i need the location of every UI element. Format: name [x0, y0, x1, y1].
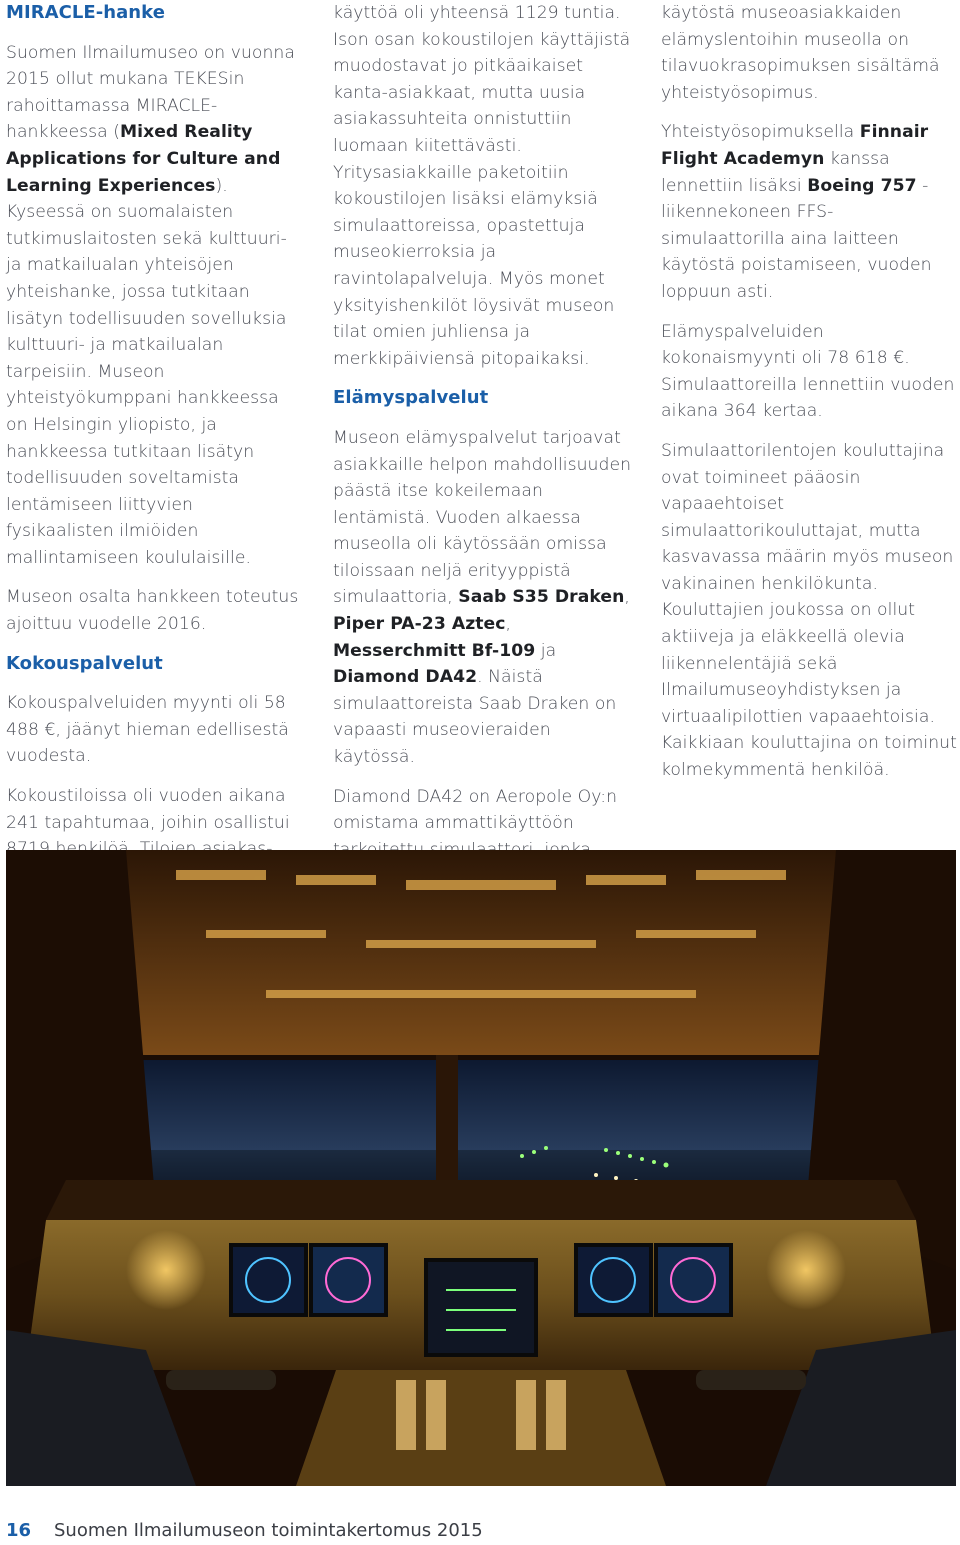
paragraph-miracle [6, 40, 302, 572]
text-run: , [505, 614, 511, 635]
page-number: 16 [6, 1520, 32, 1541]
paragraph-events: Kokoustiloissa oli vuoden aikana 241 tapahtumaa, joihin osallistui [6, 786, 290, 833]
paragraph-instructors: Simulaattorilentojen kouluttajina ovat toimineet pääosin vapaaehtoiset simulaattorikouluttajat, mutta kasvavassa määrin myös museon vakinainen henkilökunta. Kouluttajien joukossa on ollut aktiiveja ja eläkkeellä olevia liikennelentäjiä sekä Ilmailumuseoyhdistyksen ja virtuaalipilottien vapaaehtoisia. Kaikkiaan kouluttajina on toiminut kolmekymmentä henkilöä. [661, 440, 957, 781]
text-run: -liikennekoneen FFS-simulaattorilla aina laitteen käytöstä poistamiseen, vuoden loppuun asti. [661, 175, 932, 302]
paragraph-total-sales: Elämyspalveluiden kokonaismyynti oli 78 618 €. Simulaattoreilla lennettiin vuoden aikana 364 kertaa. [661, 321, 955, 422]
cockpit-photo-illustration [6, 850, 956, 1486]
text-run: ). Kyseessä on suomalaisten tutkimuslaitosten sekä kulttuuri- ja matkailualan yhteisöjen yhteishanke, jossa tutkitaan lisätyn todellisuuden sovelluksia kulttuuri- ja matkailualan tarpeisiin. Museon yhteistyökumppani hankkeessa on Helsingin yliopisto, ja hankkeessa tutkitaan lisätyn todellisuuden soveltamista lentämiseen liittyvien fysikaalisten ilmiöiden mallintamiseen koululaisille. [6, 175, 287, 568]
heading-miracle: MIRACLE-hanke [6, 2, 165, 23]
text-run: Yhteistyösopimuksella [661, 122, 860, 143]
text-run: . Näistä simulaattoreista Saab Draken on vapaasti museovieraiden käytössä. [333, 667, 617, 768]
heading-elamyspalvelut: Elämyspalvelut [333, 387, 489, 409]
heading-kokouspalvelut: Kokouspalvelut [6, 652, 163, 674]
bold-simulator-name: Piper PA-23 Aztec [333, 614, 506, 635]
text-run: , [624, 587, 630, 608]
text-column-1 [6, 0, 302, 876]
paragraph-sales: Kokouspalveluiden myynti oli 58 488 €, jäänyt hieman edellisestä vuodesta. [6, 693, 289, 767]
paragraph-agreement: käytöstä museoasiakkaiden elämyslentoihin museolla on tilavuokrasopimuksen sisältämä yhteistyösopimus. [661, 3, 940, 103]
text-run: Suomen Ilmailumuseo on vuonna 2015 ollut mukana TEKESin rahoittamassa MIRACLE-hankkeessa ( [6, 42, 295, 143]
paragraph-usage: käyttöä oli yhteensä 1129 tuntia. Ison osan kokoustilojen käyttäjistä muodostavat jo pitkäaikaiset kanta-asiakkaat, mutta uusia asiakassuhteita onnistuttiin luomaan kiitettävästi. Yritysasiakkaille paketoitiin kokoustilojen lisäksi elämyksiä simulaattoreissa, opastettuja museokierroksia ja ravintolapalveluja. Myös monet yksityishenkilöt löysivät museon tilat omien juhliensa ja merkkipäiviensä pitopaikaksi. [333, 3, 631, 369]
bold-simulator-name: Diamond DA42 [333, 667, 478, 688]
cockpit-photo [6, 850, 956, 1486]
text-column-2 [333, 0, 633, 876]
page-footer [0, 1518, 960, 1545]
paragraph-schedule: Museon osalta hankkeen toteutus ajoittuu vuodelle 2016. [6, 587, 299, 635]
bold-partner-name: Finnair Flight Academyn [661, 122, 929, 169]
bold-simulator-name: Messerchmitt Bf-109 [333, 640, 536, 661]
footer-title: Suomen Ilmailumuseon toimintakertomus 2015 [54, 1520, 483, 1541]
bold-aircraft-name: Boeing 757 [807, 175, 917, 196]
text-run: ja [535, 640, 557, 661]
text-column-3 [661, 0, 957, 797]
paragraph-simulators [333, 425, 633, 771]
text-run: kanssa lennettiin lisäksi [661, 148, 890, 196]
bold-project-name: Mixed Reality Applications for Culture and Learning Experiences [6, 122, 281, 196]
paragraph-diamond: Diamond DA42 on Aeropole Oy:n omistama ammattikäyttöön [333, 786, 618, 834]
text-run: Museon elämyspalvelut tarjoavat asiakkaille helpon mahdollisuuden päästä itse kokeilemaan lentämistä. Vuoden alkaessa museolla oli käytössään omissa tiloissaan neljä erityyppistä simulaattoria, [333, 427, 632, 608]
paragraph-finnair [661, 119, 957, 305]
bold-simulator-name: Saab S35 Draken [458, 587, 625, 608]
